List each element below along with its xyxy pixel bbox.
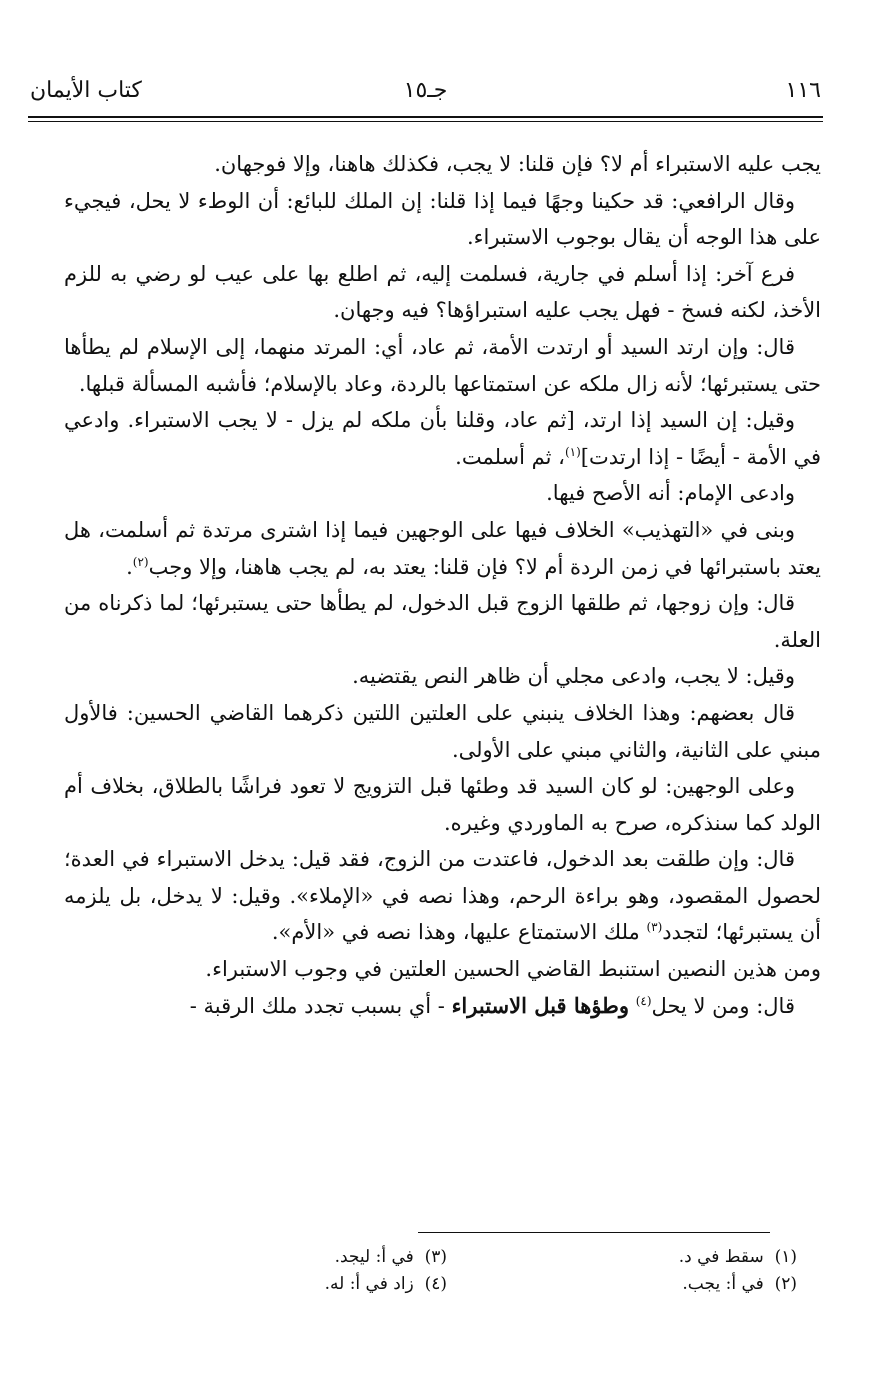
paragraph: قال: وإن زوجها، ثم طلقها الزوج قبل الدخول، لم يطأها حتى يستبرئها؛ لما ذكرناه من العلة. xyxy=(64,591,821,652)
footnote-column-right xyxy=(497,1244,797,1298)
footnote-ref: (١) xyxy=(564,444,581,459)
page-number: ١١٦ xyxy=(785,78,821,103)
paragraph-text: وقيل: إن السيد إذا ارتد، [ثم عاد، وقلنا بأن ملكه لم يزل - لا يجب الاستبراء. وادعي في الأمة - أيضًا - إذا ارتدت] xyxy=(64,408,821,469)
paragraph xyxy=(64,512,821,585)
footnote-text: في أ: يجب. xyxy=(682,1274,764,1294)
footnote-text: في أ: ليجد. xyxy=(334,1247,414,1267)
footnote-number: (٤) xyxy=(424,1274,447,1294)
paragraph: قال: وإن ارتد السيد أو ارتدت الأمة، ثم عاد، أي: المرتد منهما، إلى الإسلام لم يطأها حتى يستبرئها؛ لأنه زال ملكه عن استمتاعها بالردة، وعاد بالإسلام؛ فأشبه المسألة قبلها. xyxy=(64,334,821,396)
paragraph-text: ، ثم أسلمت. xyxy=(455,444,565,469)
paragraph xyxy=(64,988,821,1025)
footnote-ref: (٤) xyxy=(635,993,652,1008)
footnote-ref: (٢) xyxy=(132,554,149,569)
footnote-number: (٢) xyxy=(774,1274,797,1294)
footnote xyxy=(147,1244,447,1271)
paragraph: يجب عليه الاستبراء أم لا؟ فإن قلنا: لا يجب، فكذلك هاهنا، وإلا فوجهان. xyxy=(214,152,821,176)
header-rule xyxy=(28,116,823,118)
footnote-rule xyxy=(418,1232,770,1233)
paragraph-text: - أي بسبب تجدد ملك الرقبة - xyxy=(189,993,452,1018)
footnote-number: (١) xyxy=(774,1247,797,1267)
paragraph-text: . xyxy=(126,554,133,579)
paragraph-text: ملك الاستمتاع عليها، وهذا نصه في «الأم». xyxy=(271,920,647,945)
footnote xyxy=(497,1271,797,1298)
paragraph: وادعى الإمام: أنه الأصح فيها. xyxy=(546,481,795,506)
header-rule-thin xyxy=(28,121,823,122)
main-text xyxy=(64,146,821,1024)
paragraph: ومن هذين النصين استنبط القاضي الحسين العلتين في وجوب الاستبراء. xyxy=(205,957,821,982)
book-title: كتاب الأيمان xyxy=(30,78,142,103)
paragraph xyxy=(64,841,821,951)
paragraph: وعلى الوجهين: لو كان السيد قد وطئها قبل التزويج لا تعود فراشًا بالطلاق، بخلاف أم الولد كما سنذكره، صرح به الماوردي وغيره. xyxy=(64,774,821,835)
footnote-column-left xyxy=(147,1244,447,1298)
footnote-number: (٣) xyxy=(424,1247,447,1267)
footnote-ref: (٣) xyxy=(646,920,663,935)
page-header xyxy=(30,78,821,112)
paragraph: وقال الرافعي: قد حكينا وجهًا فيما إذا قلنا: إن الملك للبائع: أن الوطء لا يحل، فيجيء على هذا الوجه أن يقال بوجوب الاستبراء. xyxy=(64,188,821,250)
bold-phrase: وطؤها قبل الاستبراء xyxy=(451,992,630,1018)
footnote xyxy=(147,1271,447,1298)
volume-label: جـ١٥ xyxy=(403,78,448,103)
footnote-text: زاد في أ: له. xyxy=(324,1274,414,1294)
paragraph-text: قال: وإن طلقت بعد الدخول، فاعتدت من الزوج، فقد قيل: يدخل الاستبراء في العدة؛ لحصول المقصود، وهو براءة الرحم، وهذا نصه في «الإملاء». وقيل: لا يدخل، بل يلزمه أن يستبرئها؛ لتجدد xyxy=(64,847,821,945)
paragraph-text: وبنى في «التهذيب» الخلاف فيها على الوجهين فيما إذا اشترى مرتدة ثم أسلمت، هل يعتد باستبرائها في زمن الردة أم لا؟ فإن قلنا: يعتد به، لم يجب هاهنا، وإلا وجب xyxy=(64,517,821,579)
paragraph: فرع آخر: إذا أسلم في جارية، فسلمت إليه، ثم اطلع بها على عيب لو رضي به للزم الأخذ، لكنه فسخ - فهل يجب عليه استبراؤها؟ فيه وجهان. xyxy=(64,261,821,323)
paragraph: وقيل: لا يجب، وادعى مجلي أن ظاهر النص يقتضيه. xyxy=(352,664,795,689)
paragraph: قال بعضهم: وهذا الخلاف ينبني على العلتين اللتين ذكرهما القاضي الحسين: فالأول مبني على الثانية، والثاني مبني على الأولى. xyxy=(64,700,821,762)
paragraph xyxy=(64,402,821,475)
footnote xyxy=(497,1244,797,1271)
paragraph-text: قال: ومن لا يحل xyxy=(651,993,795,1018)
footnote-text: سقط في د. xyxy=(678,1247,764,1267)
